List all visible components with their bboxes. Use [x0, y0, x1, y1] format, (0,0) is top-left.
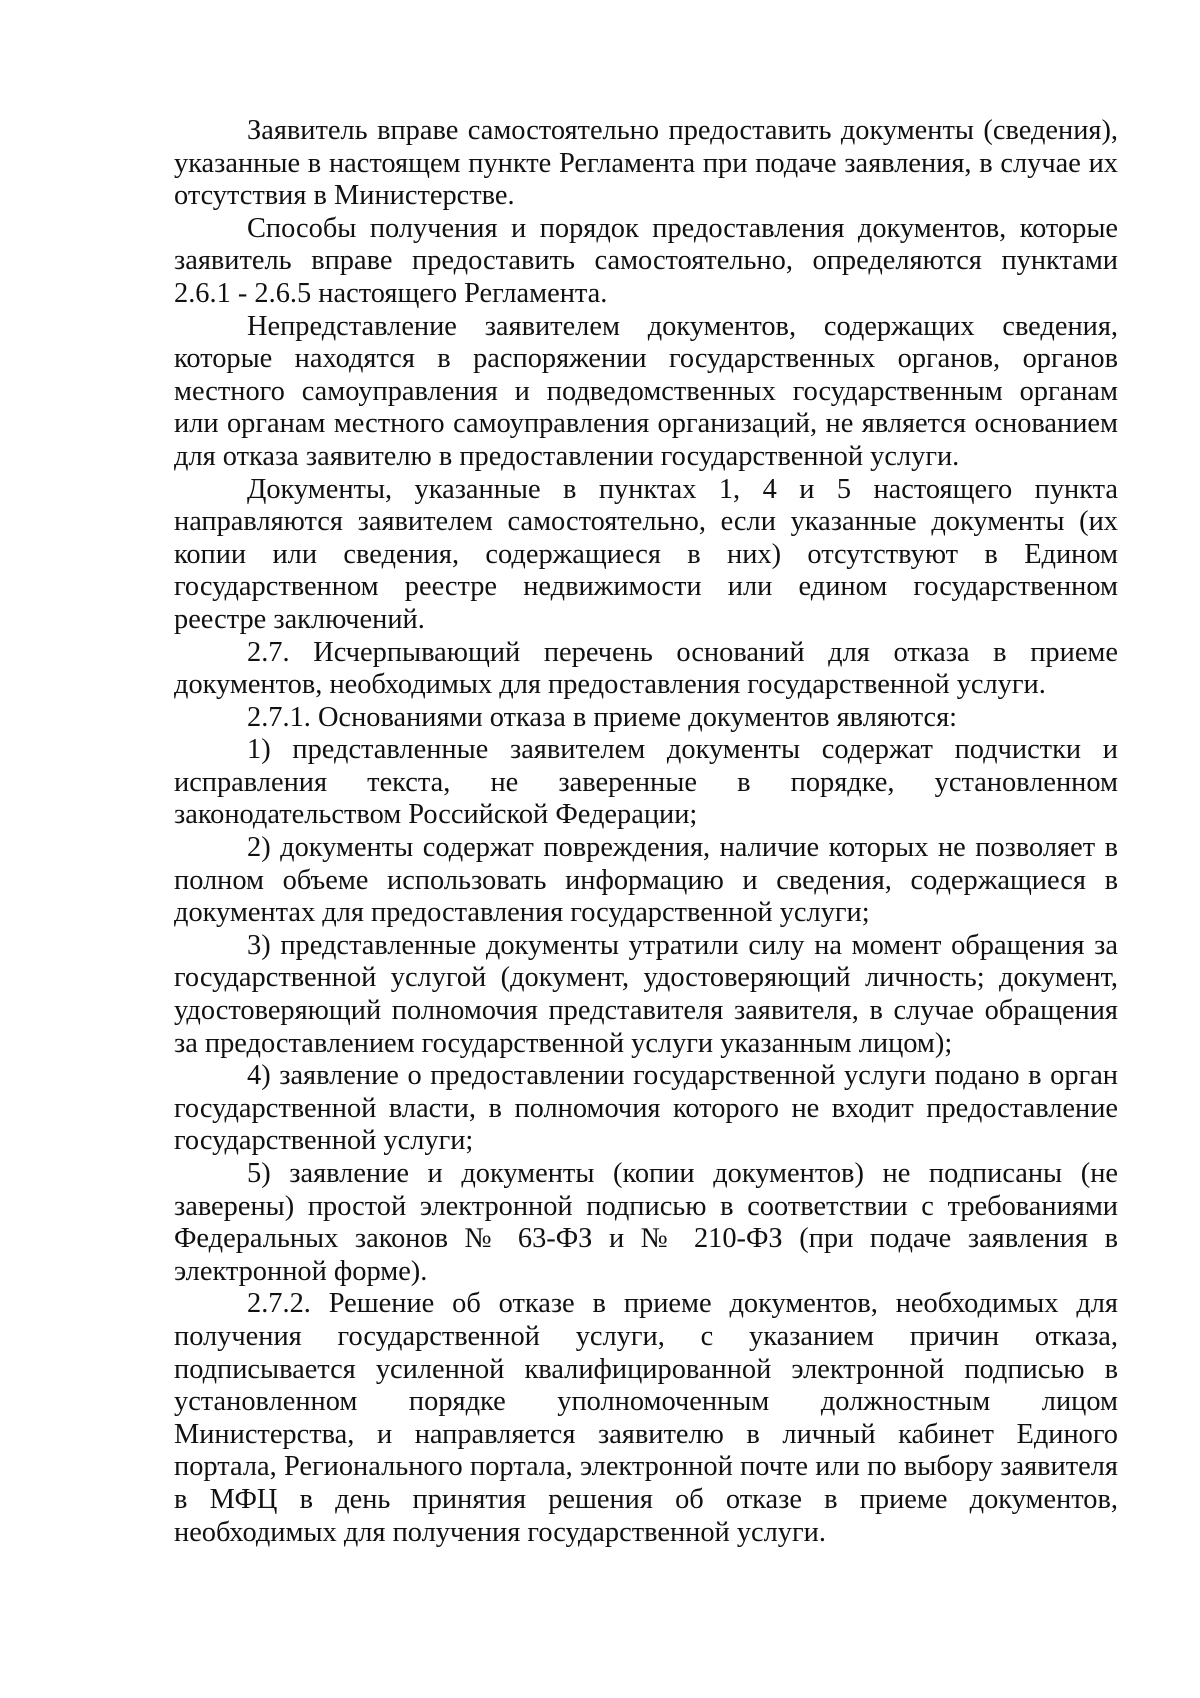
list-item-5: 5) заявление и документы (копии документов) не подписаны (не заверены) простой электронной подписью в соответствии с требованиями Федеральных законов № 63-ФЗ и № 210-ФЗ (при подаче заявления в электронной форме).: [174, 1158, 1118, 1287]
paragraph-applicant-right: Заявитель вправе самостоятельно предоставить документы (сведения), указанные в настоящем пункте Регламента при подаче заявления, в случае их отсутствия в Министерстве.: [174, 115, 1118, 212]
list-item-3: 3) представленные документы утратили силу на момент обращения за государственной услугой (документ, удостоверяющий личность; документ, удостоверяющий полномочия представителя заявителя, в случае обращения за предоставлением государственной услуги указанным лицом);: [174, 929, 1118, 1059]
list-item-4: 4) заявление о предоставлении государственной услуги подано в орган государственной власти, в полномочия которого не входит предоставление государственной услуги;: [174, 1060, 1118, 1157]
paragraph-documents-sent: Документы, указанные в пунктах 1, 4 и 5 настоящего пункта направляются заявителем самостоятельно, если указанные документы (их копии или сведения, содержащиеся в них) отсутствуют в Едином государственном реестре недвижимости или едином государственном реестре заключений.: [174, 473, 1118, 635]
list-item-1: 1) представленные заявителем документы содержат подчистки и исправления текста, не заверенные в порядке, установленном законодательством Российской Федерации;: [174, 734, 1118, 831]
section-2-7-1: 2.7.1. Основаниями отказа в приеме документов являются:: [247, 701, 958, 733]
document-page: [174, 115, 1118, 1549]
list-item-2: 2) документы содержат повреждения, наличие которых не позволяет в полном объеме использовать информацию и сведения, содержащиеся в документах для предоставления государственной услуги;: [174, 832, 1118, 929]
paragraph-methods: Способы получения и порядок предоставления документов, которые заявитель вправе предоставить самостоятельно, определяются пунктами 2.6.1 - 2.6.5 настоящего Регламента.: [174, 212, 1118, 309]
section-2-7-2: 2.7.2. Решение об отказе в приеме документов, необходимых для получения государственной услуги, с указанием причин отказа, подписывается усиленной квалифицированной электронной подписью в установленном порядке уполномоченным должностным лицом Министерства, и направляется заявителю в личный кабинет Единого портала, Регионального портала, электронной почте или по выбору заявителя в МФЦ в день принятия решения об отказе в приеме документов, необходимых для получения государственной услуги.: [174, 1288, 1118, 1548]
section-2-7-heading: 2.7. Исчерпывающий перечень оснований для отказа в приеме документов, необходимых для предоставления государственной услуги.: [174, 636, 1118, 701]
paragraph-non-submission: Непредставление заявителем документов, содержащих сведения, которые находятся в распоряжении государственных органов, органов местного самоуправления и подведомственных государственным органам или органам местного самоуправления организаций, не является основанием для отказа заявителю в предоставлении государственной услуги.: [174, 310, 1118, 472]
